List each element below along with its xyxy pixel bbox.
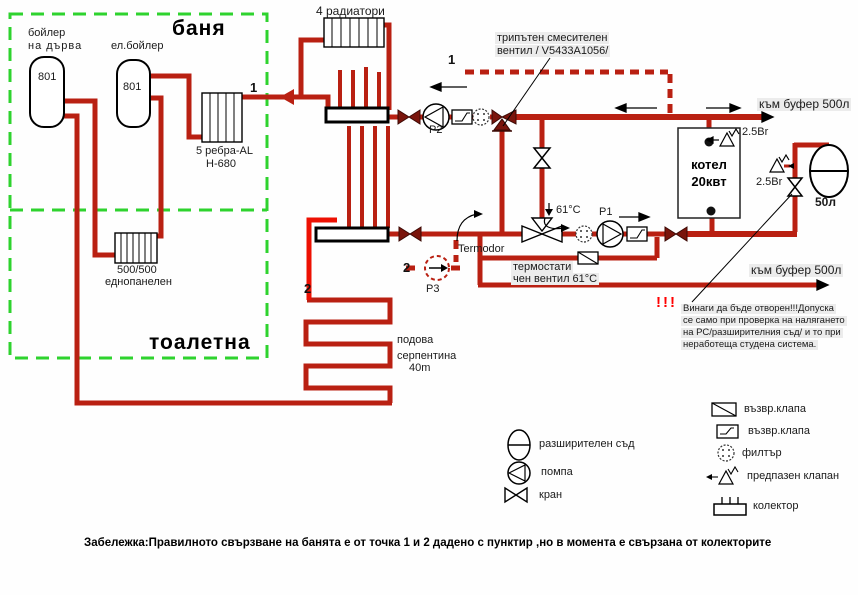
dashed-line-point2 [406, 240, 461, 268]
wood-boiler-tank [30, 57, 64, 127]
legend-label-safety-valve: предпазен клапан [747, 470, 840, 482]
termodor-top-port [532, 218, 552, 231]
legend-safety-valve-spring [728, 467, 738, 474]
wood-tank-volume: 801 [38, 71, 57, 83]
room-title-toilet: тоалетна [149, 331, 251, 354]
curve-arrow-return-head [474, 210, 483, 218]
point-1-radiator: 1 [250, 80, 258, 95]
toilet-radiator-label-1: 500/500 [117, 264, 157, 276]
diagram-note: Забележка:Правилното свързване на банята е от точка 1 и 2 дадено с пунктир ,но в момента е свързана от колекторите [84, 537, 772, 549]
legend-label-check-valve-2: възвр.клапа [748, 425, 810, 437]
filter-p2-icon [473, 109, 489, 125]
legend-safety-valve-arrow [706, 474, 712, 480]
kotel-label-2: 20квт [691, 174, 727, 189]
floor-coil-label-3: 40m [409, 362, 431, 374]
thermostatic-valve-label-1: термостати [513, 261, 572, 273]
curve-arrow-61c-head [561, 224, 570, 232]
electric-tank-volume: 801 [123, 81, 142, 93]
pipe-radiators4-right [384, 25, 389, 110]
valve-collector2-icon [399, 227, 421, 241]
expansion-vessel-50l [810, 145, 848, 197]
warning-line-2: се само при проверка на налягането [683, 315, 845, 326]
safety-valve-vessel-rating: 2.5Br [756, 176, 783, 188]
bath-radiator-label-2: H-680 [206, 158, 236, 170]
arrow-left-main-head [616, 104, 626, 112]
termodor-valve [522, 218, 562, 242]
mixing-valve-label-1: трипътен смесителен [497, 32, 608, 44]
arrow-point1-merge [280, 89, 294, 105]
arrow-buffer-supply-end [762, 112, 773, 122]
wood-boiler-label-1: бойлер [28, 27, 66, 39]
buffer-return-label: към буфер 500л [751, 263, 842, 277]
valve-termodor-riser-icon [534, 148, 550, 168]
vessel-capacity-label: 50л [815, 195, 836, 209]
collector1-branches [340, 67, 379, 108]
warning-line-4: неработеща студена система. [683, 339, 817, 350]
point-2-coil: 2 [304, 281, 312, 296]
arrow-61c-drop-head [545, 209, 553, 216]
warning-exclamation: !!! [656, 294, 677, 311]
point-2-dashed: 2 [403, 260, 411, 275]
bath-radiator [202, 93, 242, 142]
legend-label-valve: кран [539, 489, 563, 501]
inline-valves [534, 148, 802, 196]
legend-filter-icon [718, 445, 734, 461]
bath-radiator-label-1: 5 ребра-AL [196, 145, 253, 157]
arrow-right-buffer-head [730, 104, 740, 112]
legend-label-collector: колектор [753, 500, 799, 512]
legend-valve-icon [505, 488, 527, 502]
pipe-floor-coil [306, 300, 390, 403]
curve-arrow-return [457, 214, 477, 241]
safety-valve-kotel-rating: 2.5Br [742, 126, 769, 138]
pump-p3-label: P3 [426, 283, 440, 295]
group-radiator [324, 18, 384, 47]
legend-label-pump: помпа [541, 466, 573, 478]
legend-label-check-valve-1: възвр.клапа [744, 403, 806, 415]
electric-boiler-label: ел.бойлер [111, 40, 164, 52]
check-valve-p1-icon [627, 227, 647, 241]
termodor-temp-label: 61°C [556, 204, 581, 216]
arrow-buffer-return-end [817, 280, 828, 290]
buffer-supply-label: към буфер 500л [759, 97, 850, 111]
collector-branch-pipes [340, 67, 388, 228]
warning-line-1: Винаги да бъде отворен!!!Допуска [683, 303, 834, 314]
pipe-el-boiler-down [150, 98, 161, 236]
pipe-wood-boiler-to-toilet-radiator [64, 101, 115, 255]
arrow-left-p2-head [431, 83, 441, 91]
legend-label-filter: филтър [742, 447, 782, 459]
pipe-radiators4-left [301, 40, 324, 97]
electric-boiler-tank [117, 60, 150, 127]
filter-p1-icon [576, 226, 592, 242]
pump-p2-label: P2 [429, 124, 443, 136]
point-1-dashed: 1 [448, 52, 456, 67]
valve-p2-icon [398, 110, 420, 124]
room-title-bathroom: баня [172, 17, 226, 40]
valve-kotel-icon [665, 227, 687, 241]
thermostatic-valve-label-2: чен вентил 61°C [513, 273, 598, 285]
kotel-label-1: котел [691, 157, 727, 172]
check-valve-p2-icon [452, 110, 472, 124]
mixing-valve-label-2: вентил / V5433A1056/ [497, 45, 609, 57]
collector2-branches [349, 126, 388, 228]
arrow-right-p1-head [639, 213, 649, 221]
filters [473, 109, 592, 242]
warning-line-3: на РС/разширителния съд/ и то при [683, 327, 841, 338]
safety-valve-vessel-spring [779, 155, 789, 162]
valve-vessel-riser-icon [788, 178, 802, 196]
collector-bath [326, 108, 388, 122]
legend-label-expansion-vessel: разширителен съд [539, 438, 635, 450]
pipe-el-boiler-to-bath-radiator [150, 76, 202, 137]
floor-coil-label-2: серпентина [397, 350, 457, 362]
radiators [115, 18, 384, 263]
pump-p3-arrowhead [441, 264, 448, 272]
toilet-radiator-label-2: еднопанелен [105, 276, 172, 288]
group-radiator-label: 4 радиатори [316, 4, 385, 18]
wood-boiler-label-2: на дърва [28, 40, 83, 52]
pump-p1-label: P1 [599, 206, 613, 218]
kotel-bottom-port [707, 207, 716, 216]
collector-floor [316, 228, 388, 241]
safety-valve-vessel-arrow [788, 163, 794, 169]
legend-collector-ticks [722, 497, 738, 504]
legend-collector-icon [714, 504, 746, 515]
termodor-valve-label: Termodor [458, 243, 505, 255]
floor-coil-label-1: подова [397, 334, 434, 346]
